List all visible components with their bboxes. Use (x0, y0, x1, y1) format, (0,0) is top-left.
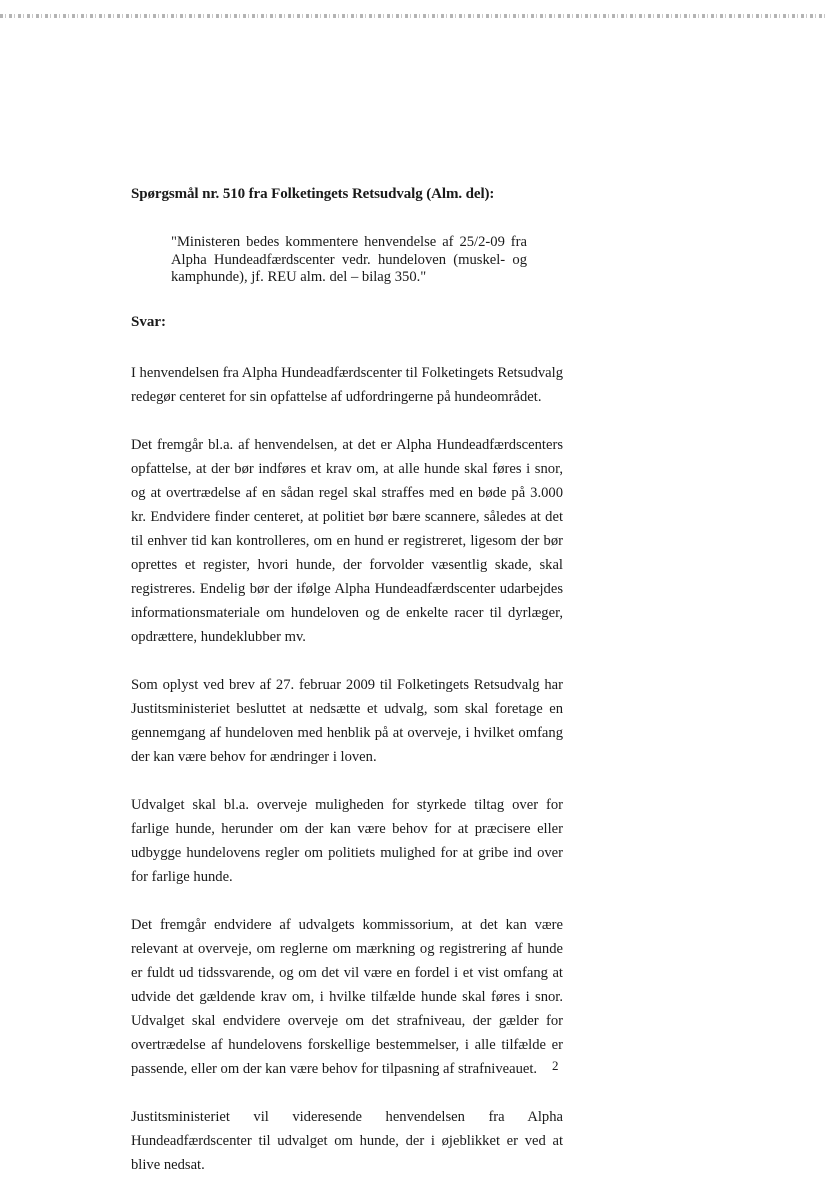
question-quote: "Ministeren bedes kommentere henvendelse af 25/2-09 fra Alpha Hundeadfærdscenter vedr. hundeloven (muskel- og kamphunde), jf. REU alm. del – bilag 350." (171, 234, 527, 285)
paragraph-1: I henvendelsen fra Alpha Hundeadfærdscenter til Folketingets Retsudvalg redegør centeret for sin opfattelse af udfordringerne på hundeområdet. (131, 364, 563, 405)
page-number: 2 (552, 1058, 559, 1073)
document-heading: Spørgsmål nr. 510 fra Folketingets Retsudvalg (Alm. del): (131, 186, 495, 202)
paragraph-5: Det fremgår endvidere af udvalgets kommissorium, at det kan være relevant at overveje, om reglerne om mærkning og registrering af hunde er fuldt ud tidssvarende, og om det vil være en fordel i et vist omfang at udvide det gældende krav om, i hvilke tilfælde hunde skal føres i snor. Udvalget skal endvidere overveje om det strafniveau, der gælder for overtrædelse af hundelovens forskellige bestemmelser, i alle tilfælde er passende, eller om der kan være behov for tilpasning af strafniveauet. (131, 916, 563, 1077)
document-body (131, 186, 563, 1177)
scan-edge-artifact (0, 14, 826, 18)
paragraph-3: Som oplyst ved brev af 27. februar 2009 til Folketingets Retsudvalg har Justitsministeriet besluttet at nedsætte et udvalg, som skal foretage en gennemgang af hundeloven med henblik på at overveje, i hvilket omfang der kan være behov for ændringer i loven. (131, 676, 563, 765)
paragraph-6: Justitsministeriet vil videresende henvendelsen fra Alpha Hundeadfærdscenter til udvalget om hunde, der i øjeblikket er ved at blive nedsat. (131, 1108, 563, 1173)
answer-label: Svar: (131, 313, 166, 330)
paragraph-2: Det fremgår bl.a. af henvendelsen, at det er Alpha Hundeadfærdscenters opfattelse, at der bør indføres et krav om, at alle hunde skal føres i snor, og at overtrædelse af en sådan regel skal straffes med en bøde på 3.000 kr. Endvidere finder centeret, at politiet bør bære scannere, således at det til enhver tid kan kontrolleres, om en hund er registreret, ligesom der bør oprettes et register, hvori hunde, der forvolder væsentlig skade, skal registreres. Endelig bør der ifølge Alpha Hundeadfærdscenter udarbejdes informationsmateriale om hundeloven og de enkelte racer til dyrlæger, opdrættere, hundeklubber mv. (131, 436, 563, 645)
paragraph-4: Udvalget skal bl.a. overveje muligheden for styrkede tiltag over for farlige hunde, herunder om der kan være behov for at præcisere eller udbygge hundelovens regler om politiets mulighed for at gribe ind over for farlige hunde. (131, 796, 563, 885)
